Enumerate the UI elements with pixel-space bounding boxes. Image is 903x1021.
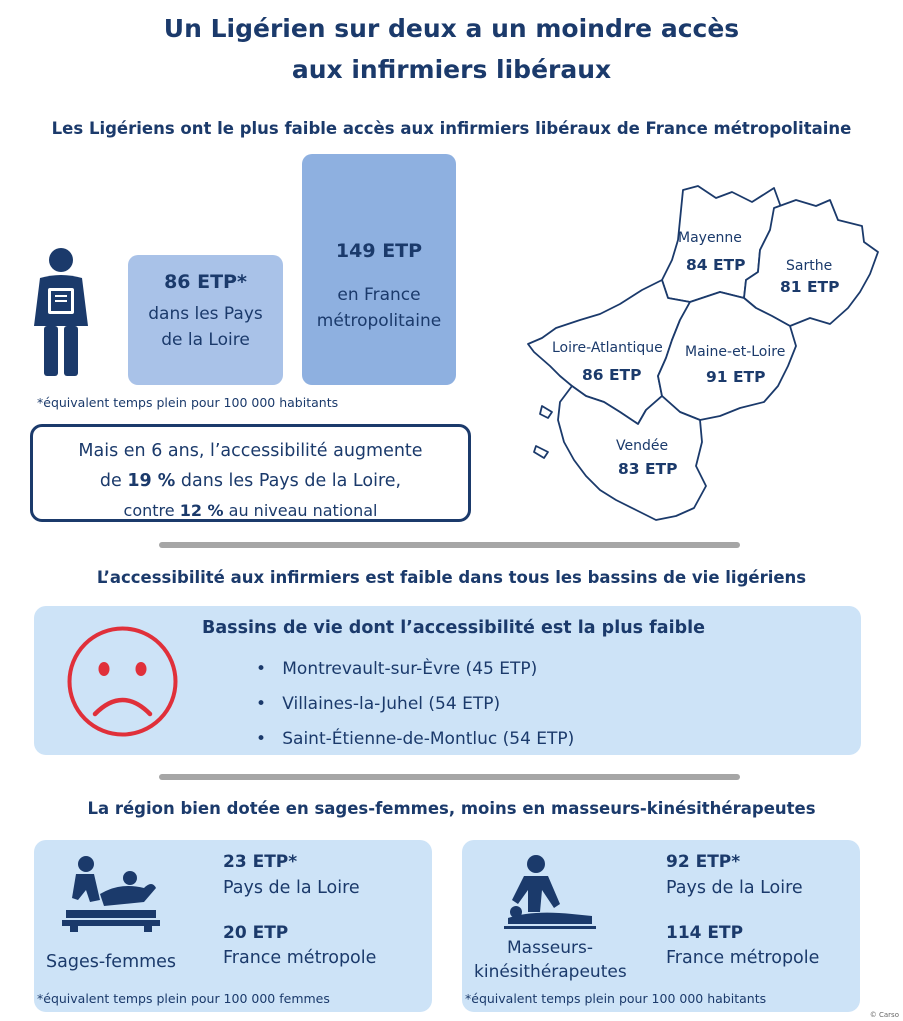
- callout-line3: contre 12 % au niveau national: [123, 501, 378, 520]
- section3-heading: La région bien dotée en sages-femmes, moins en masseurs-kinésithérapeutes: [87, 799, 816, 818]
- page-title-line2: aux infirmiers libéraux: [291, 55, 612, 84]
- bar-pdl-label-2: de la Loire: [161, 330, 250, 350]
- map-label-loire-atlantique: Loire-Atlantique: [552, 340, 663, 356]
- bar-pays-de-la-loire: [128, 255, 283, 385]
- midwives-label: Sages-femmes: [46, 952, 177, 972]
- map-island-2: [534, 446, 548, 458]
- basins-panel: [34, 606, 861, 755]
- page-title-line1: Un Ligérien sur deux a un moindre accès: [163, 14, 740, 43]
- midwife-icon: [60, 854, 160, 934]
- physio-label: [474, 936, 626, 984]
- sad-face-icon: [65, 624, 180, 739]
- callout-line2: de 19 % dans les Pays de la Loire,: [99, 471, 402, 491]
- divider-2: [159, 774, 740, 780]
- bar-pdl-label-1: dans les Pays: [148, 304, 263, 324]
- physio-pdl-label: Pays de la Loire: [666, 878, 803, 898]
- midwives-pdl-value: 23 ETP*: [223, 852, 298, 872]
- section2-heading: L’accessibilité aux infirmiers est faible dans tous les bassins de vie ligériens: [96, 568, 807, 587]
- divider-1: [159, 542, 740, 548]
- basins-list: [256, 652, 574, 757]
- page-title: [0, 8, 903, 90]
- bar-pdl-value: 86 ETP*: [164, 271, 247, 293]
- section1-footnote: *équivalent temps plein pour 100 000 habitants: [37, 395, 339, 410]
- list-item: • Montrevault-sur-Èvre (45 ETP): [256, 659, 538, 679]
- midwives-footnote: *équivalent temps plein pour 100 000 femmes: [37, 991, 330, 1006]
- map-value-vendee: 83 ETP: [618, 460, 678, 478]
- bar-france-label-2: métropolitaine: [316, 311, 442, 331]
- midwives-pdl-label: Pays de la Loire: [223, 878, 360, 898]
- growth-callout: [30, 424, 471, 522]
- nurse-icon: [30, 246, 92, 378]
- map-island-1: [540, 406, 552, 418]
- physio-label-1: Masseurs-: [506, 938, 593, 958]
- physio-label-2: kinésithérapeutes: [474, 962, 627, 982]
- callout-line1: Mais en 6 ans, l’accessibilité augmente: [78, 441, 423, 461]
- list-item: • Villaines-la-Juhel (54 ETP): [256, 694, 501, 714]
- massage-icon: [502, 854, 598, 932]
- map-label-maine-et-loire: Maine-et-Loire: [685, 344, 786, 360]
- map-value-sarthe: 81 ETP: [780, 278, 840, 296]
- list-item: • Saint-Étienne-de-Montluc (54 ETP): [256, 729, 575, 749]
- physio-fr-value: 114 ETP: [666, 923, 744, 943]
- map-value-loire-atlantique: 86 ETP: [582, 366, 642, 384]
- bar-france: [302, 154, 456, 385]
- map-label-mayenne: Mayenne: [678, 230, 742, 246]
- midwives-panel: [34, 840, 432, 1012]
- bar-france-label-1: en France: [337, 285, 421, 305]
- bar-france-value: 149 ETP: [335, 240, 423, 262]
- map-label-sarthe: Sarthe: [786, 258, 833, 274]
- map-value-mayenne: 84 ETP: [686, 256, 746, 274]
- physio-pdl-value: 92 ETP*: [666, 852, 741, 872]
- credit: © Carso: [869, 1011, 899, 1019]
- section1-heading: Les Ligériens ont le plus faible accès aux infirmiers libéraux de France métropolitaine: [51, 119, 852, 138]
- region-map: [520, 180, 890, 530]
- midwives-fr-value: 20 ETP: [223, 923, 289, 943]
- basins-panel-title: Bassins de vie dont l’accessibilité est la plus faible: [202, 618, 705, 638]
- physio-footnote: *équivalent temps plein pour 100 000 habitants: [465, 991, 767, 1006]
- physio-panel: [462, 840, 860, 1012]
- midwives-fr-label: France métropole: [223, 948, 377, 968]
- map-label-vendee: Vendée: [616, 438, 669, 454]
- physio-fr-label: France métropole: [666, 948, 820, 968]
- map-value-maine-et-loire: 91 ETP: [706, 368, 766, 386]
